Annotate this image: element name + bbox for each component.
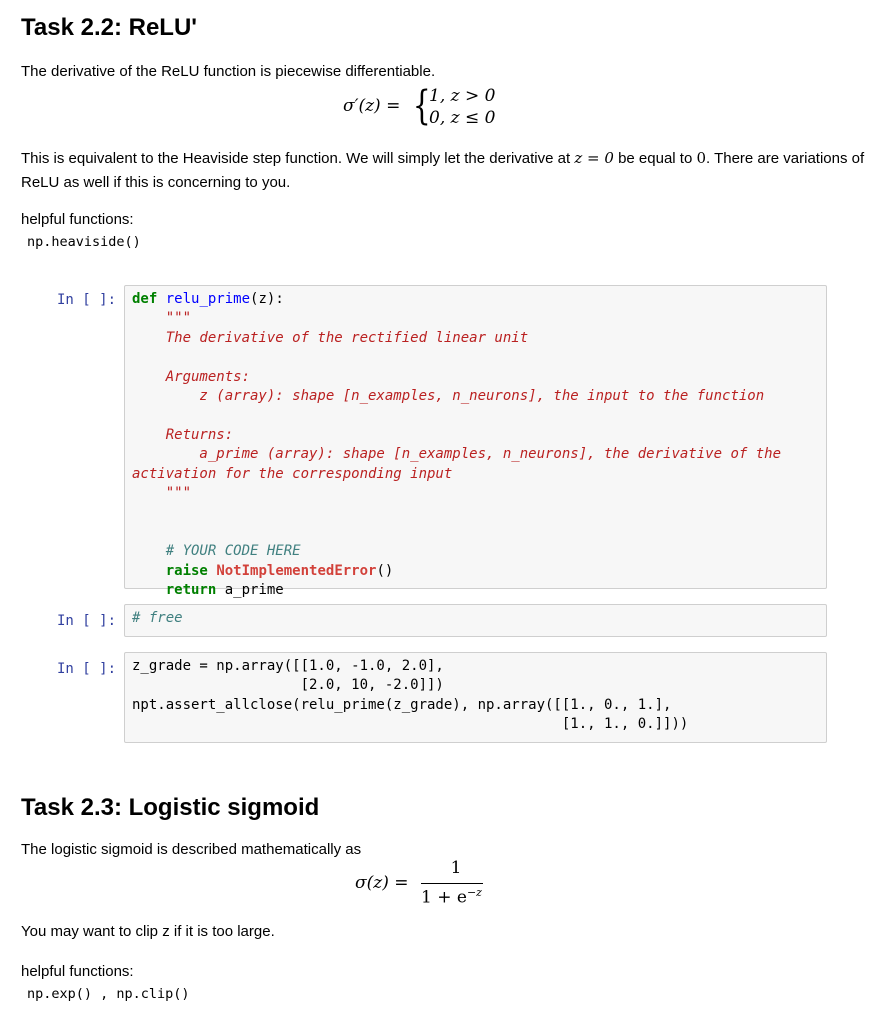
fraction-denominator [421,886,482,908]
return-value: a_prime [216,582,284,599]
brace-glyph: { [412,83,431,129]
keyword-return: return [165,582,217,599]
denominator-base: 1 + e [421,887,467,908]
exception-args: () [376,562,394,579]
code-cell-free[interactable] [124,604,827,637]
fraction-bar [421,883,483,884]
sigmoid-equation [355,858,495,910]
docstring-close: """ [132,485,192,502]
relu-derivative-equation [343,83,503,132]
case-nonpositive: 0, z ≤ 0 [429,108,496,128]
cell-prompt-grade: In [ ]: [57,661,117,677]
keyword-def: def [132,291,158,307]
code-free[interactable] [132,609,819,628]
free-comment: # free [132,610,183,626]
code-line-2: [2.0, 10, -2.0]]) [132,677,444,694]
docstring-open: """ [132,310,192,327]
cell-prompt-relu-prime: In [ ]: [57,292,117,308]
paragraph-text-b: be equal to [618,150,693,167]
case-positive: 1, z > 0 [429,86,496,106]
paragraph-text-c: . There are variations of ReLU as well if this is concerning to you. [21,150,865,191]
paragraph-text-a: This is equivalent to the Heaviside step function. We will simply let the derivative at [21,150,571,167]
equation-lhs: σ′(z) = [343,96,401,116]
helpful-code-heaviside: np.heaviside() [27,234,141,250]
docstring-summary: The derivative of the rectified linear unit [132,329,529,346]
denominator-exponent: −z [466,886,482,899]
fraction-numerator: 1 [450,858,462,878]
code-line-1: z_grade = np.array([[1.0, -1.0, 2.0], [132,658,444,674]
task-2-3-heading: Task 2.3: Logistic sigmoid [21,794,320,821]
code-grade[interactable] [132,657,819,735]
code-line-4: [1., 1., 0.]])) [132,716,689,733]
task-2-2-heading: Task 2.2: ReLU' [21,14,197,41]
your-code-here-comment: # YOUR CODE HERE [132,543,301,560]
heaviside-paragraph [21,146,870,195]
keyword-raise: raise [165,562,208,579]
cell-prompt-free: In [ ]: [57,613,117,629]
code-cell-relu-prime[interactable] [124,285,827,599]
docstring-arg-z: z (array): shape [n_examples, n_neurons], the input to the function [132,388,765,405]
code-line-3: npt.assert_allclose(relu_prime(z_grade), np.array([[1., 0., 1.], [132,696,672,713]
function-signature: (z): [250,291,284,307]
sigmoid-lhs: σ(z) = [355,873,409,893]
helpful-code-exp-clip: np.exp() , np.clip() [27,986,190,1002]
code-cell-grade[interactable] [124,652,827,743]
docstring-returns-label: Returns: [132,426,234,443]
code-relu-prime[interactable] [132,290,819,601]
helpful-functions-label-2: helpful functions: [21,963,134,980]
inline-math-zero: 0 [696,149,707,167]
docstring-arguments-label: Arguments: [132,368,251,385]
sigmoid-intro-text: The logistic sigmoid is described mathematically as [21,841,362,858]
inline-math-z-equals-0: z = 0 [574,149,614,167]
clip-note-text: You may want to clip z if it is too large. [21,923,275,940]
docstring-return-aprime: a_prime (array): shape [n_examples, n_neurons], the derivative of the [132,446,782,463]
function-name: relu_prime [165,291,251,307]
helpful-functions-label: helpful functions: [21,211,134,228]
relu-intro-text: The derivative of the ReLU function is piecewise differentiable. [21,63,436,80]
exception-name: NotImplementedError [216,562,377,579]
docstring-return-aprime-cont: activation for the corresponding input [132,465,453,482]
